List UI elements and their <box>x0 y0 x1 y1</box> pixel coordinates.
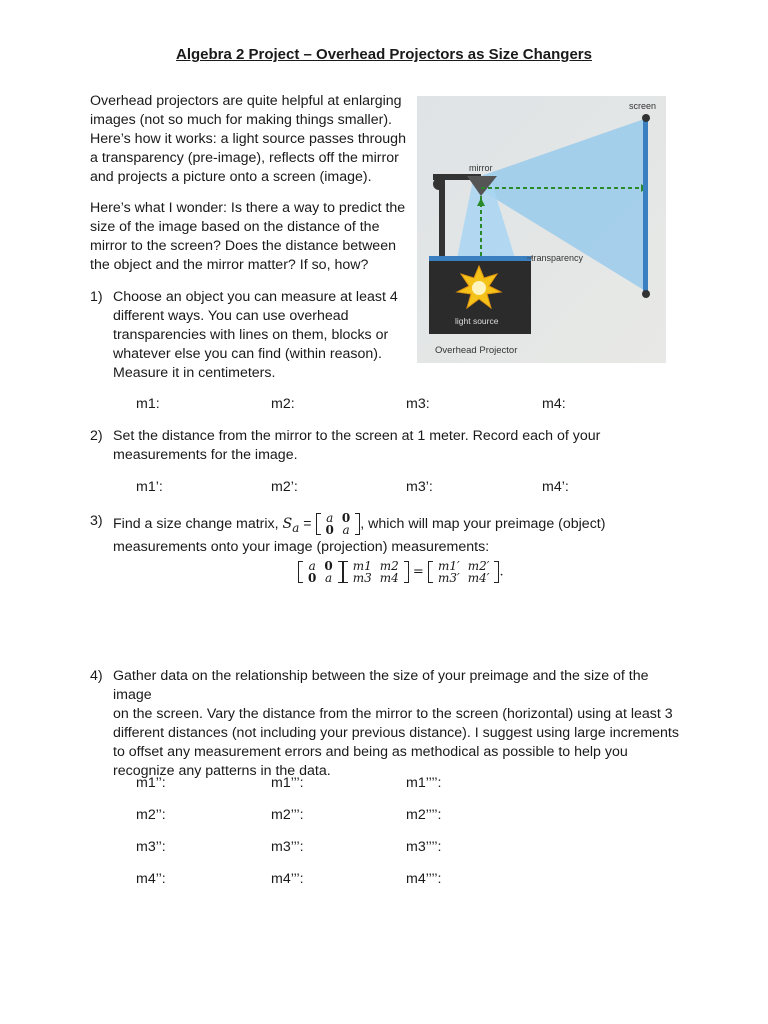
page-title: Algebra 2 Project – Overhead Projectors as Size Changers <box>175 46 592 63</box>
size-change-symbol: $S_a$ <box>282 515 300 535</box>
field-label-m1-prime: m1’: <box>136 479 163 495</box>
field-label: m2’’’: <box>271 807 304 823</box>
field-label: m4’’’: <box>271 871 304 887</box>
field-label-m4-prime: m4’: <box>542 479 569 495</box>
field-label: m1’’: <box>136 775 166 791</box>
figure-caption: Overhead Projector <box>435 345 518 356</box>
field-label: m4’’’’: <box>406 871 442 887</box>
field-label: m3’’’’: <box>406 839 442 855</box>
q4-row-m1 <box>136 775 656 795</box>
size-change-matrix: a 0 0 a <box>316 512 361 536</box>
field-label-m2-prime: m2’: <box>271 479 298 495</box>
screen-label: screen <box>629 101 657 111</box>
q1-measurement-row <box>136 396 656 416</box>
matrix-equation: a 0 0 a m1 m2 m3 m4 = m1′ m2′ m3′ m4′ . <box>298 560 504 584</box>
light-source-label: light source <box>455 316 499 326</box>
screen-shape <box>643 118 648 292</box>
field-label-m1: m1: <box>136 396 160 412</box>
q4-row-m4 <box>136 871 656 891</box>
q4-row-m3 <box>136 839 656 859</box>
field-label: m1’’’: <box>271 775 304 791</box>
transparency-label: transparency <box>531 253 584 263</box>
field-label-m2: m2: <box>271 396 295 412</box>
field-label: m1’’’’: <box>406 775 442 791</box>
matrix-image: m1′ m2′ m3′ m4′ <box>428 560 500 584</box>
intro-paragraph-2: Here’s what I wonder: Is there a way to predict the size of the image based on the distance of the mirror to the screen? Does the distance between the object and the mirror matter? If so, how? <box>90 200 406 273</box>
transparency-shape <box>429 256 531 261</box>
field-label: m4’’: <box>136 871 166 887</box>
question-3: 3) Find a size change matrix, $S_a$ = a 0 0 a , which will map your preimage (object) measurements onto your image (projection) measurements: <box>90 511 606 555</box>
matrix-a: a 0 0 a <box>298 560 343 584</box>
field-label-m3-prime: m3’: <box>406 479 433 495</box>
field-label: m2’’: <box>136 807 166 823</box>
field-label-m3: m3: <box>406 396 430 412</box>
intro-paragraph-1: Overhead projectors are quite helpful at enlarging images (not so much for making things smaller). Here’s how it works: a light source passes through a transparency (pre-image), reflects off the mirror and projects a picture onto a screen (image). <box>90 93 406 185</box>
q2-measurement-row <box>136 479 656 499</box>
field-label-m4: m4: <box>542 396 566 412</box>
overhead-projector-figure <box>417 96 666 363</box>
field-label: m3’’’: <box>271 839 304 855</box>
mirror-label: mirror <box>469 163 493 173</box>
matrix-preimage: m1 m2 m3 m4 <box>343 560 409 584</box>
question-2: 2) Set the distance from the mirror to the screen at 1 meter. Record each of your measurements for the image. <box>90 428 601 463</box>
question-1: 1) Choose an object you can measure at least 4 different ways. You can use overhead transparencies with lines on them, blocks or whatever else you can find (within reason). Measure it in centimeters. <box>90 289 398 381</box>
q4-row-m2 <box>136 807 656 827</box>
question-4: 4) Gather data on the relationship between the size of your preimage and the size of the image on the screen. Vary the distance from the mirror to the screen (horizontal) using at least 3 different distances (not including your previous distance). I suggest using large increments to offset any measurement errors and being as methodical as possible to help you recognize any patterns in the data. <box>90 668 679 779</box>
intro-text <box>90 92 410 275</box>
field-label: m3’’: <box>136 839 166 855</box>
field-label: m2’’’’: <box>406 807 442 823</box>
